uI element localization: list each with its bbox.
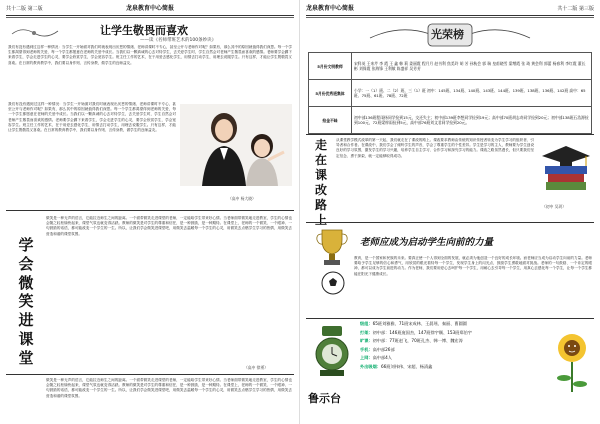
- honor-roll-title: 光荣榜: [431, 28, 464, 41]
- row-content: 小学：一（1）班、二（2）班、三（1）班 初中：145班、134班、140班、143班、144班、139班、138班、136班、142班 高中：65班、75班、61班、78班、72班: [352, 80, 592, 107]
- section-divider-r2: [306, 222, 594, 223]
- trophy-icon: [314, 226, 350, 270]
- section-divider: [6, 210, 294, 211]
- edition-label-right: 共十二版 第三版: [557, 6, 594, 12]
- article2-title-vertical: [14, 236, 38, 367]
- row-content: 初中部136班程雨扬同学捡到15元，交还失主；初中部139班李想同学捡到19元；高中部70班胡志奇同学捡到20元；初中部138班石浩源捡到100元，72班梁梓雨捡到5元，高中部76班刘文君同学捡到20元。: [352, 107, 592, 134]
- list-item: 外出吸烟：66班刘伟伟、宋超、杨清鑫: [360, 363, 433, 369]
- article1-signature: （高中 杨大晓）: [228, 196, 256, 201]
- newsletter-name-right: 龙泉教育中心简报: [306, 5, 355, 12]
- article2-title: 学会微笑进课堂: [18, 236, 34, 367]
- row-label: 5月份文明教师: [309, 53, 352, 80]
- header-rule-thin-right: [306, 17, 594, 18]
- section-divider-2: [6, 374, 294, 375]
- newsletter-name: 龙泉教育中心简报: [125, 5, 174, 12]
- list-item: 上网：高中部4人: [360, 355, 392, 360]
- section-divider-r3: [306, 318, 594, 319]
- table-row: [309, 107, 592, 134]
- article3-signature: （初中 吴玥）: [542, 204, 566, 209]
- article3-title-vertical: [310, 138, 332, 228]
- article1-body-bottom: 我们有没有遇到过这样一种情况：当学生一开始面对我们时就表现出厌恶的情绪、老师讲课时不专心，甚至公开与老师作对呢？如果有，那么其中的原因就值得我们深思。每一个学生都渴望得到老师的关爱，每一个学生都愿意在老师的关爱中成长。当我们以一颗真诚的心去对待学生，去关爱学生时，学生自然会对老师产生敬畏而喜欢的感情。老师要学会蹲下来看学生，学会走进学生的心灵，要学会欣赏学生，学会宽容学生。班主任工作的艺术，在于用爱去感化学生，用情去打动学生，用理去说服学生。只有这样，才能让学生既敬畏又喜欢。在日常的教育教学中，我们要以身作则、言传身教，做学生的良师益友。: [8, 102, 176, 133]
- article1-subtitle: ——读《名师带班艺术的100条妙诀》: [140, 38, 217, 43]
- list-item: 旷课：初中部：77班赵飞，70班孔杰、韩一博、魏宏涛: [360, 338, 463, 343]
- article2-signature: （高中 徐勇）: [244, 365, 268, 370]
- right-page: [300, 0, 600, 424]
- section-divider-r1: [306, 134, 594, 135]
- article3-title: 走在课改路上: [314, 138, 327, 227]
- notice-board-title: 鲁示台: [308, 392, 341, 405]
- row-label: 拾金不昧: [309, 107, 352, 134]
- left-header: [6, 4, 294, 14]
- sunflower-icon: [550, 326, 594, 396]
- table-row: [309, 53, 592, 80]
- row-content: 宋科英 王来芹 李 霞 王 鑫 韩 莉 姜丽霞 程月月 赵书利 焦美玲 胡 芳 孙秋会 郭 瑞 皇甫晓雪 梁增霞 张 琦 黄会利 郭蕾 杨春利 李红霞 董长彬 刘保霞 张海锋 王利敏 陈盛祥 吴芳芳: [352, 53, 592, 80]
- article3-body: 从课堂教学模式改革的第一天起，我们就走在了课改的路上。课改要求教师由传统的知识传授者转变为学生学习的组织者、引导者和合作者。在课改中，我们学会了倾听学生的声音，学会了尊重学生的个性差异。学生是学习的主人，教师要为学生创设良好的学习氛围，激发学生的学习兴趣，培养学生自主学习、合作学习和探究学习的能力。课改之路虽然漫长，但只要我们坚定信念、勇于探索，就一定能够取得成功。: [336, 138, 534, 158]
- article1-title: 让学生敬畏而喜欢: [100, 24, 188, 37]
- list-item: 级组：65班刘雅雅、71班宋成林、王晨瑶、秦丽、曹圆圆: [360, 321, 467, 326]
- honor-roll-table: [308, 52, 592, 134]
- header-rule-thin: [6, 17, 294, 18]
- soccer-ball-icon: [320, 270, 346, 296]
- teacher-student-photo: [180, 104, 292, 186]
- header-rule-right: [306, 15, 594, 16]
- article4-title: 老师应成为启动学生向前的力量: [360, 237, 494, 248]
- row-label: 5月份优秀班集体: [309, 80, 352, 107]
- article4-body: 教育，是一个国家和民族的未来。要真正使一个人得到全面的发展，就必须为他创造一个良好的成长环境。而老师应当成为启动学生向前的力量。老师要给予学生足够的信心和勇气，用欣赏的眼光看待每一个学生，发现学生身上的闪光点，鼓励学生勇敢地面对挑战。老师的一句鼓励、一个肯定的眼神，都可以成为学生前进的动力。作为老师，我们要用爱心去呵护每一个学生，用耐心去引导每一个学生，用真心去感化每一个学生，让每一个学生都能在阳光下健康成长。: [354, 256, 592, 276]
- edition-label: 共十二版 第二版: [6, 6, 43, 12]
- header-rule: [6, 15, 294, 16]
- list-item: 打架：初中部：146班庞国杰，147班徐宇顺、153班郑伯宇: [360, 329, 472, 335]
- decorative-flourish-icon: [10, 24, 60, 40]
- list-item: 手机：高中部26部: [360, 346, 395, 352]
- article2-body-bottom: 微笑是一种无声的语言，它能拉近师生之间的距离。一个面带微笑走进课堂的老师，一定能给学生带来好心情。当老师面带微笑地走进教室，学生的心情也会随之轻松愉快起来，课堂气氛也就变得活跃。教师的微笑是对学生的尊重和信任，是一种鼓励，是一种期待。在课堂上，老师的一个微笑、一个眼神、一句鼓励的话语，都可能改变一个学生的一生。所以，让我们学会微笑进课堂吧，用微笑去温暖每一个学生的心灵，用微笑去点燃学生学习的热情，用微笑去营造和谐的课堂氛围。: [46, 378, 292, 398]
- right-header: [306, 4, 594, 14]
- table-row: [309, 80, 592, 107]
- article2-body-top: 微笑是一种无声的语言，它能拉近师生之间的距离。一个面带微笑走进课堂的老师，一定能给学生带来好心情。当老师面带微笑地走进教室，学生的心情也会随之轻松愉快起来，课堂气氛也就变得活跃。教师的微笑是对学生的尊重和信任，是一种鼓励，是一种期待。在课堂上，老师的一个微笑、一个眼神、一句鼓励的话语，都可能改变一个学生的一生。所以，让我们学会微笑进课堂吧，用微笑去温暖每一个学生的心灵，用微笑去点燃学生学习的热情，用微笑去营造和谐的课堂氛围。: [46, 216, 292, 236]
- graduation-cap-books-image: [540, 142, 592, 200]
- notice-list: [360, 320, 550, 371]
- alarm-clock-icon: [312, 324, 352, 382]
- article1-body-top: 我们有没有遇到过这样一种情况：当学生一开始面对我们时就表现出厌恶的情绪、老师讲课时不专心，甚至公开与老师作对呢？如果有，那么其中的原因就值得我们深思。每一个学生都渴望得到老师的关爱，每一个学生都愿意在老师的关爱中成长。当我们以一颗真诚的心去对待学生，去关爱学生时，学生自然会对老师产生敬畏而喜欢的感情。老师要学会蹲下来看学生，学会走进学生的心灵，要学会欣赏学生，学会宽容学生。班主任工作的艺术，在于用爱去感化学生，用情去打动学生，用理去说服学生。只有这样，才能让学生既敬畏又喜欢。在日常的教育教学中，我们要以身作则、言传身教，做学生的良师益友。: [8, 45, 292, 65]
